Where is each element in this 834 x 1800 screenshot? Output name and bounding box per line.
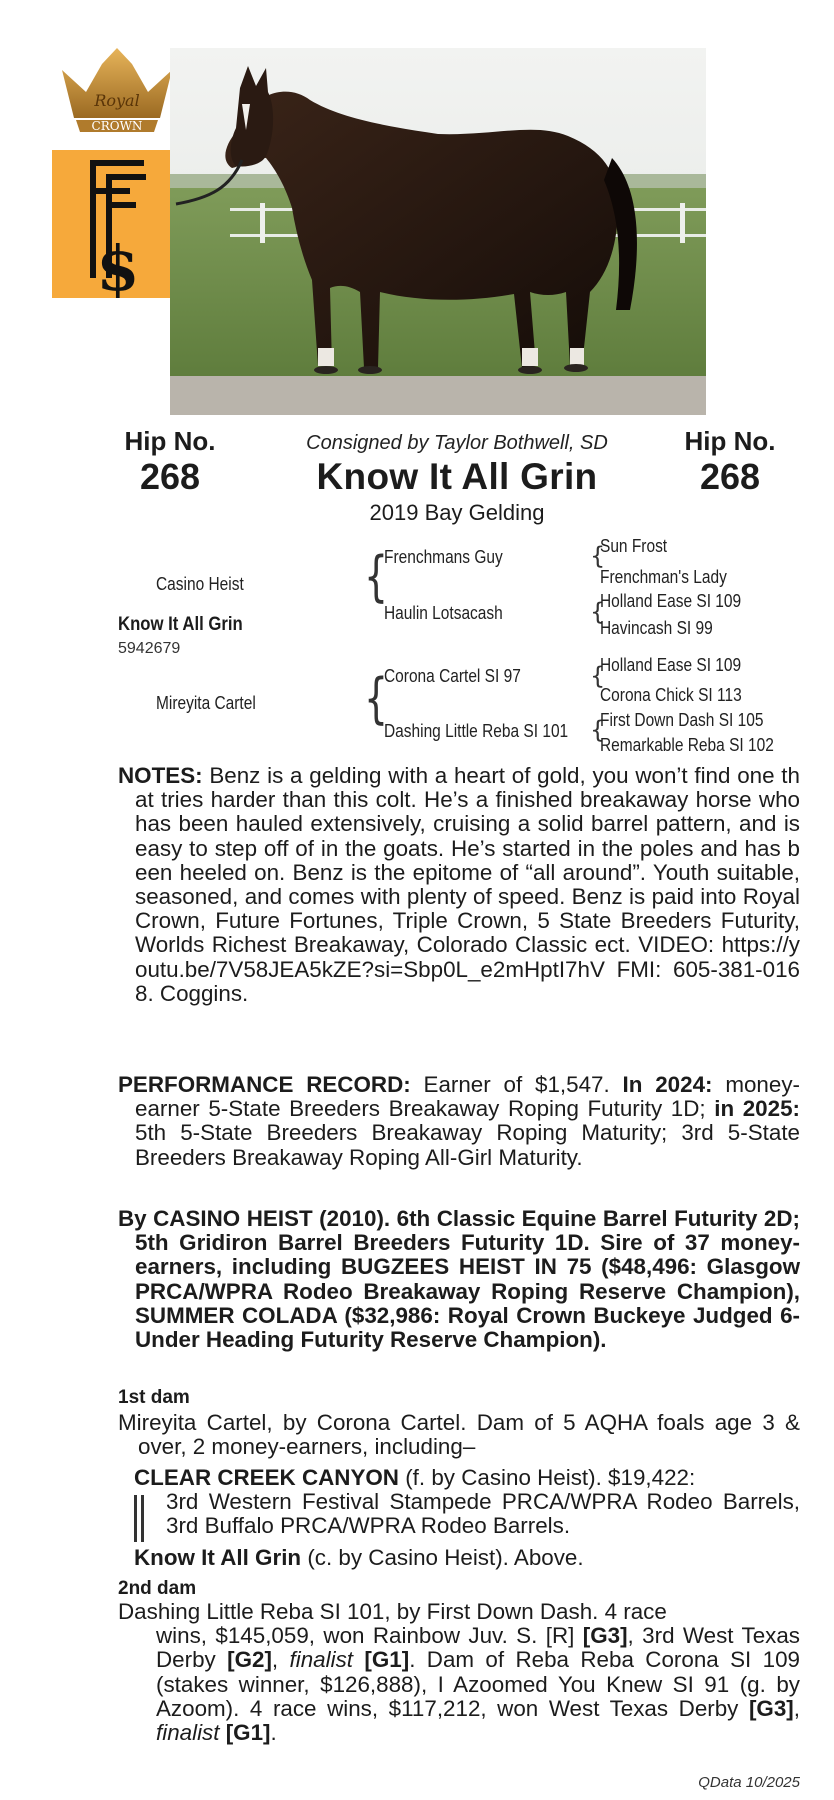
performance-section [118, 1073, 800, 1170]
pedigree-sire-dam: Haulin Lotsacash [384, 603, 503, 623]
pedigree-dam-dam: Dashing Little Reba SI 101 [384, 721, 569, 741]
svg-text:Royal: Royal [94, 91, 140, 110]
pedigree-dam: Mireyita Cartel [156, 693, 256, 713]
foal-1-record: 3rd Western Festival Stampede PRCA/WPRA Rodeo Barrels, 3rd Buffalo PRCA/WPRA Rodeo Barrels. [166, 1489, 800, 1539]
finalist-label: finalist [156, 1720, 220, 1746]
pedigree-brace: { [364, 545, 389, 608]
foal-2-name: Know It All Grin [134, 1545, 302, 1570]
foal-1-desc: (f. by Casino Heist). $19,422: [405, 1465, 696, 1490]
pedigree-subject: Know It All Grin [118, 614, 243, 635]
pedigree-g6: Corona Chick SI 113 [600, 685, 742, 705]
sire-info: By CASINO HEIST (2010). 6th Classic Equine Barrel Futurity 2D; 5th Gridiron Barrel Breeders Futurity 1D. Sire of 37 money-earners, including BUGZEES HEIST IN 75 ($48,496: Glasgow PRCA/WPRA Rodeo Breakaway Roping Reserve Champion), SUMMER COLADA ($32,986: Royal Crown Buckeye Judged 6-Under Heading Futurity Reserve Champion). [118, 1206, 800, 1353]
grade-g2: [G2] [227, 1647, 272, 1673]
second-dam-continued: wins, $145,059, won Rainbow Juv. S. [R] [G3], 3rd West Texas Derby [G2], finalist [G1]. Dam of Reba Reba Corona SI 109 (stakes winner, $126,888), I Azoomed You Knew SI 91 (g. by Azoom). 4 race wins, $117,212, won West Texas Derby [G3], finalist [G1]. [156, 1623, 800, 1746]
first-dam-label: 1st dam [118, 1387, 190, 1408]
horse-photo [170, 48, 706, 415]
pedigree-brace: { [590, 716, 606, 744]
performance-2025-label: in 2025: [714, 1096, 800, 1122]
pedigree-sire: Casino Heist [156, 574, 244, 594]
notes-label: NOTES: [118, 763, 203, 788]
pedigree-sire-sire: Frenchmans Guy [384, 547, 503, 567]
pedigree-brace: { [590, 662, 606, 690]
qdata-footer: QData 10/2025 [698, 1774, 800, 1791]
grade-g3: [G3] [582, 1623, 628, 1649]
royal-crown-logo [58, 48, 176, 134]
notes-text: Benz is a gelding with a heart of gold, you won’t find one that tries harder than this colt. He’s a finished breakaway horse who has been hauled extensively, cruising a solid barrel pattern, and is easy to step off of in the goats. He’s started in the poles and has been heeled on. Benz is the epitome of “all around”. Youth suitable, seasoned, and comes with plenty of speed. Benz is paid into Royal Crown, Future Fortunes, Triple Crown, 5 State Breeders Futurity, Worlds Richest Breakaway, Colorado Classic ect. VIDEO: https://youtu.be/7V58JEA5kZE?si=Sbp0L_e2mHptI7hV FMI: 605-381-0168. Coggins. [135, 763, 800, 1006]
second-dam-line-3: . Dam of Reba Reba Corona SI 109 (stakes winner, $126,888), I Azoomed You Knew SI 91 (g. by Azoom). 4 race wins, $117,212, won West Texas Derby [156, 1647, 800, 1721]
pedigree-g8: Remarkable Reba SI 102 [600, 735, 774, 755]
registration-number: 5942679 [118, 640, 181, 657]
foal-1-name: CLEAR CREEK CANYON [134, 1465, 399, 1490]
second-dam-line-2: wins, $145,059, won Rainbow Juv. S. [R] [156, 1623, 575, 1649]
first-dam-text [118, 1411, 800, 1459]
first-dam-foal-2 [134, 1546, 800, 1570]
grade-g3: [G3] [748, 1695, 794, 1721]
pedigree-brace: { [364, 667, 389, 730]
consignor: Consigned by Taylor Bothwell, SD [306, 432, 608, 454]
pedigree-g3: Holland Ease SI 109 [600, 591, 742, 611]
pedigree-g2: Frenchman's Lady [600, 567, 727, 587]
pedigree-g5: Holland Ease SI 109 [600, 655, 742, 675]
svg-text:CROWN: CROWN [91, 119, 143, 133]
second-dam-line-2b: , 3rd West Texas Derby [156, 1623, 800, 1673]
first-dam-foal-1 [134, 1466, 800, 1539]
first-dam-description: Mireyita Cartel, by Corona Cartel. Dam of 5 AQHA foals age 3 & over, 2 money-earners, including– [118, 1410, 800, 1460]
hip-number-left: 268 [139, 456, 201, 497]
performance-2024-text: money-earner 5-State Breeders Breakaway Roping Futurity 1D; [135, 1072, 800, 1122]
pedigree-brace: { [590, 542, 606, 570]
pedigree-dam-sire: Corona Cartel SI 97 [384, 666, 521, 686]
record-bar [134, 1495, 144, 1542]
grade-g1: [G1] [364, 1647, 410, 1673]
ffs-brand-logo [52, 150, 172, 298]
performance-earner: Earner of $1,547. [423, 1072, 610, 1097]
second-dam-line-1: Dashing Little Reba SI 101, by First Down Dash. 4 race [118, 1599, 667, 1624]
finalist-label: finalist [289, 1647, 353, 1673]
hip-label-right: Hip No. [684, 426, 776, 456]
horse-name: Know It All Grin [316, 456, 598, 497]
pedigree-g1: Sun Frost [600, 536, 668, 556]
pedigree-brace: { [590, 598, 606, 626]
grade-g1: [G1] [225, 1720, 271, 1746]
svg-text:$: $ [96, 232, 140, 298]
notes-section [118, 764, 800, 1006]
pedigree-g4: Havincash SI 99 [600, 618, 713, 638]
performance-label: PERFORMANCE RECORD: [118, 1072, 411, 1097]
performance-2025-text: 5th 5-State Breeders Breakaway Roping Maturity; 3rd 5-State Breeders Breakaway Roping All-Girl Maturity. [135, 1120, 800, 1170]
horse-description: 2019 Bay Gelding [369, 500, 545, 525]
pedigree-g7: First Down Dash SI 105 [600, 710, 764, 730]
second-dam-label: 2nd dam [118, 1578, 197, 1599]
hip-number-right: 268 [699, 456, 761, 497]
foal-2-desc: (c. by Casino Heist). Above. [307, 1545, 584, 1570]
hip-label-left: Hip No. [124, 426, 216, 456]
second-dam-text [118, 1600, 800, 1745]
performance-2024-label: In 2024: [622, 1072, 713, 1097]
